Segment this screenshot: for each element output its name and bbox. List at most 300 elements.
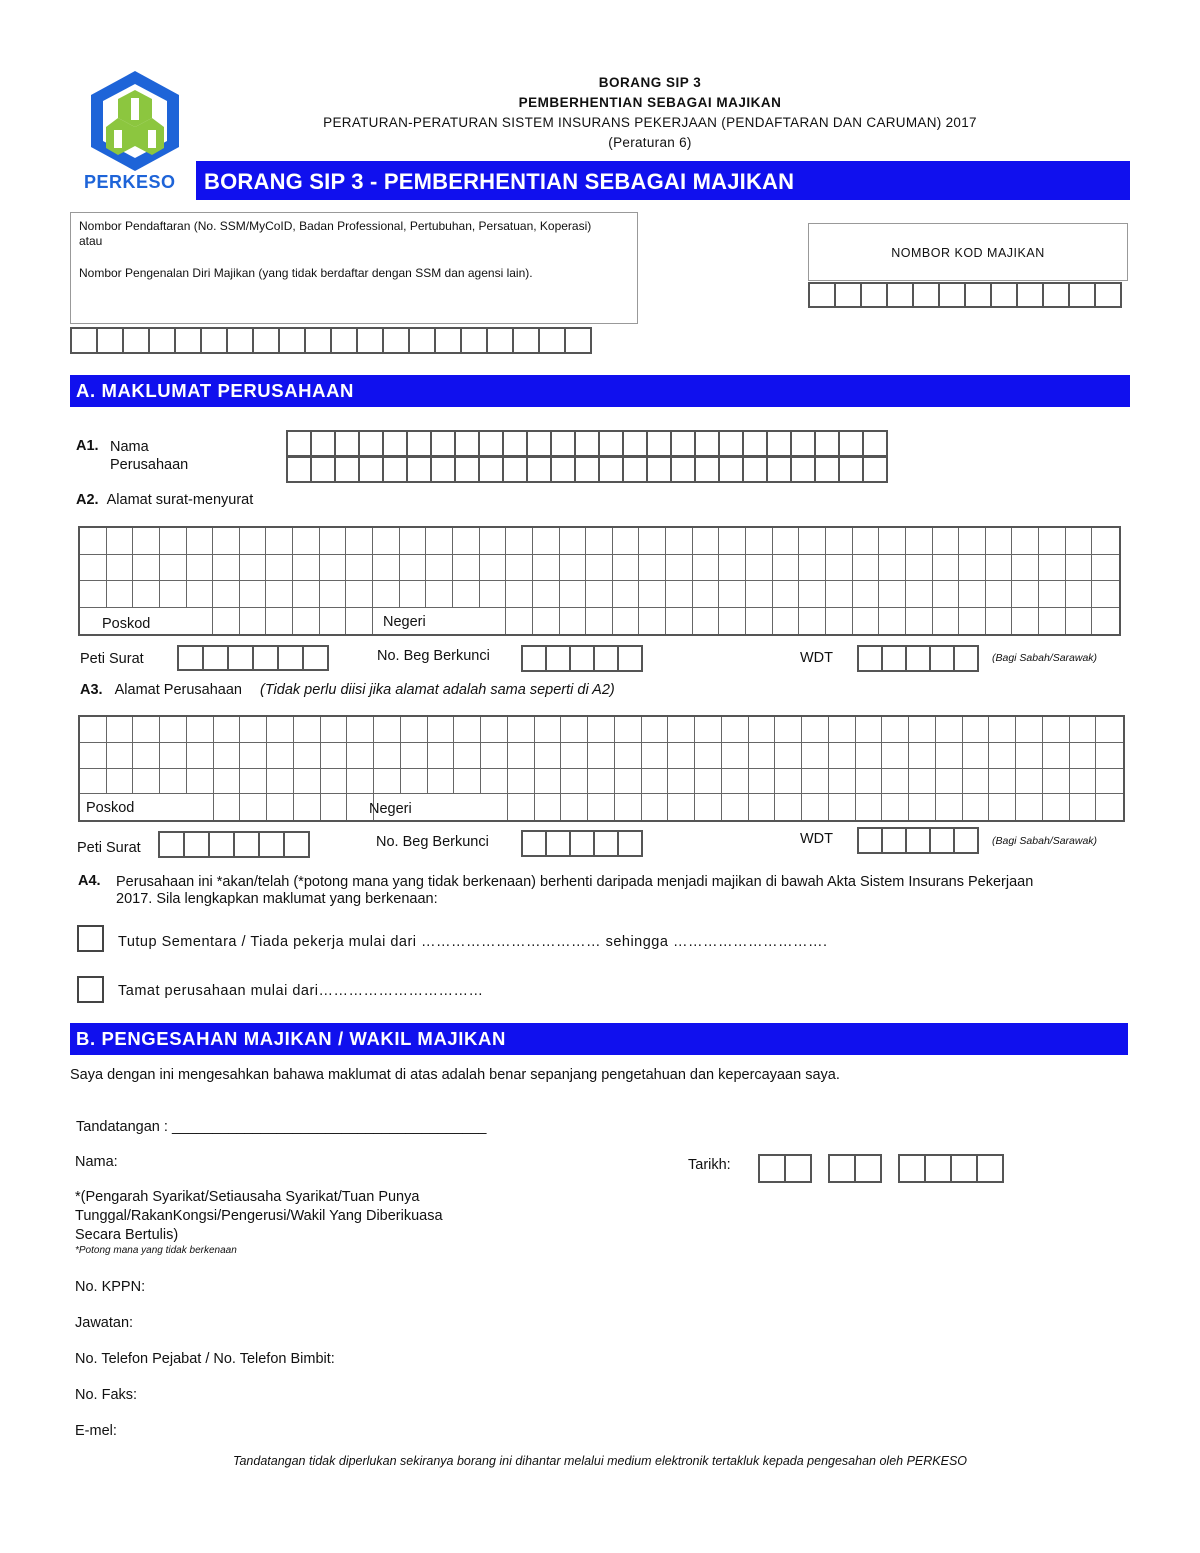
entry-box[interactable] bbox=[950, 1154, 978, 1183]
entry-box[interactable] bbox=[177, 645, 204, 671]
address-cell[interactable] bbox=[293, 581, 320, 608]
address-cell[interactable] bbox=[693, 608, 720, 635]
address-cell[interactable] bbox=[615, 769, 642, 795]
address-cell[interactable] bbox=[906, 555, 933, 582]
address-cell[interactable] bbox=[401, 717, 428, 743]
entry-box[interactable] bbox=[670, 430, 696, 457]
address-cell[interactable] bbox=[959, 555, 986, 582]
address-cell[interactable] bbox=[773, 555, 800, 582]
address-cell[interactable] bbox=[749, 794, 776, 820]
address-cell[interactable] bbox=[454, 769, 481, 795]
entry-box[interactable] bbox=[898, 1154, 926, 1183]
address-cell[interactable] bbox=[266, 608, 293, 635]
address-cell[interactable] bbox=[1039, 608, 1066, 635]
address-cell[interactable] bbox=[506, 528, 533, 555]
entry-box[interactable] bbox=[550, 456, 576, 483]
address-cell[interactable] bbox=[1096, 769, 1123, 795]
address-cell[interactable] bbox=[722, 794, 749, 820]
a3-no-beg-boxes[interactable] bbox=[521, 830, 641, 857]
entry-box[interactable] bbox=[310, 456, 336, 483]
entry-box[interactable] bbox=[694, 430, 720, 457]
address-cell[interactable] bbox=[321, 794, 348, 820]
entry-box[interactable] bbox=[252, 645, 279, 671]
address-cell[interactable] bbox=[1096, 794, 1123, 820]
address-cell[interactable] bbox=[802, 794, 829, 820]
entry-box[interactable] bbox=[857, 827, 883, 854]
entry-box[interactable] bbox=[1042, 282, 1070, 308]
address-cell[interactable] bbox=[401, 743, 428, 769]
entry-box[interactable] bbox=[550, 430, 576, 457]
address-cell[interactable] bbox=[321, 769, 348, 795]
address-cell[interactable] bbox=[187, 743, 214, 769]
address-cell[interactable] bbox=[535, 794, 562, 820]
entry-box[interactable] bbox=[953, 827, 979, 854]
address-cell[interactable] bbox=[560, 528, 587, 555]
entry-box[interactable] bbox=[990, 282, 1018, 308]
address-cell[interactable] bbox=[722, 769, 749, 795]
temporary-closure-checkbox[interactable] bbox=[77, 925, 104, 952]
address-cell[interactable] bbox=[613, 555, 640, 582]
entry-box[interactable] bbox=[233, 831, 260, 858]
address-cell[interactable] bbox=[666, 581, 693, 608]
address-cell[interactable] bbox=[1066, 581, 1093, 608]
address-cell[interactable] bbox=[666, 555, 693, 582]
address-cell[interactable] bbox=[1043, 769, 1070, 795]
entry-box[interactable] bbox=[454, 430, 480, 457]
a3-peti-surat-boxes[interactable] bbox=[158, 831, 308, 858]
a2-no-beg-boxes[interactable] bbox=[521, 645, 641, 672]
address-cell[interactable] bbox=[613, 608, 640, 635]
address-cell[interactable] bbox=[80, 528, 107, 555]
address-cell[interactable] bbox=[373, 555, 400, 582]
address-cell[interactable] bbox=[642, 717, 669, 743]
address-cell[interactable] bbox=[963, 769, 990, 795]
entry-box[interactable] bbox=[302, 645, 329, 671]
address-cell[interactable] bbox=[187, 528, 214, 555]
address-cell[interactable] bbox=[1092, 608, 1119, 635]
address-cell[interactable] bbox=[882, 743, 909, 769]
address-cell[interactable] bbox=[480, 581, 507, 608]
address-cell[interactable] bbox=[80, 743, 107, 769]
entry-box[interactable] bbox=[964, 282, 992, 308]
address-cell[interactable] bbox=[266, 581, 293, 608]
entry-box[interactable] bbox=[790, 430, 816, 457]
address-cell[interactable] bbox=[695, 794, 722, 820]
address-cell[interactable] bbox=[213, 555, 240, 582]
address-cell[interactable] bbox=[1092, 581, 1119, 608]
address-cell[interactable] bbox=[107, 581, 134, 608]
address-cell[interactable] bbox=[107, 717, 134, 743]
address-cell[interactable] bbox=[879, 581, 906, 608]
address-cell[interactable] bbox=[346, 555, 373, 582]
address-cell[interactable] bbox=[668, 717, 695, 743]
address-cell[interactable] bbox=[856, 717, 883, 743]
address-cell[interactable] bbox=[773, 581, 800, 608]
address-cell[interactable] bbox=[453, 528, 480, 555]
address-cell[interactable] bbox=[856, 769, 883, 795]
address-cell[interactable] bbox=[506, 555, 533, 582]
address-cell[interactable] bbox=[240, 769, 267, 795]
entry-box[interactable] bbox=[430, 456, 456, 483]
address-cell[interactable] bbox=[320, 581, 347, 608]
address-cell[interactable] bbox=[615, 794, 642, 820]
address-cell[interactable] bbox=[1066, 555, 1093, 582]
entry-box[interactable] bbox=[828, 1154, 856, 1183]
address-cell[interactable] bbox=[1039, 528, 1066, 555]
entry-box[interactable] bbox=[512, 327, 540, 354]
address-cell[interactable] bbox=[668, 794, 695, 820]
address-cell[interactable] bbox=[588, 743, 615, 769]
address-cell[interactable] bbox=[400, 581, 427, 608]
entry-box[interactable] bbox=[502, 456, 528, 483]
entry-box[interactable] bbox=[502, 430, 528, 457]
address-cell[interactable] bbox=[133, 581, 160, 608]
address-cell[interactable] bbox=[428, 743, 455, 769]
address-cell[interactable] bbox=[535, 743, 562, 769]
address-cell[interactable] bbox=[428, 769, 455, 795]
address-cell[interactable] bbox=[986, 528, 1013, 555]
address-cell[interactable] bbox=[80, 555, 107, 582]
address-cell[interactable] bbox=[214, 743, 241, 769]
address-cell[interactable] bbox=[719, 581, 746, 608]
entry-box[interactable] bbox=[574, 456, 600, 483]
address-cell[interactable] bbox=[746, 555, 773, 582]
address-cell[interactable] bbox=[1066, 608, 1093, 635]
address-cell[interactable] bbox=[668, 769, 695, 795]
entry-box[interactable] bbox=[886, 282, 914, 308]
address-cell[interactable] bbox=[347, 743, 374, 769]
registration-number-boxes[interactable] bbox=[70, 327, 590, 354]
entry-box[interactable] bbox=[356, 327, 384, 354]
entry-box[interactable] bbox=[838, 456, 864, 483]
entry-box[interactable] bbox=[694, 456, 720, 483]
address-cell[interactable] bbox=[615, 717, 642, 743]
address-cell[interactable] bbox=[481, 769, 508, 795]
entry-box[interactable] bbox=[670, 456, 696, 483]
address-cell[interactable] bbox=[533, 581, 560, 608]
entry-box[interactable] bbox=[784, 1154, 812, 1183]
entry-box[interactable] bbox=[593, 830, 619, 857]
address-cell[interactable] bbox=[989, 769, 1016, 795]
entry-box[interactable] bbox=[545, 830, 571, 857]
address-cell[interactable] bbox=[1012, 581, 1039, 608]
address-cell[interactable] bbox=[1016, 794, 1043, 820]
address-cell[interactable] bbox=[826, 581, 853, 608]
address-cell[interactable] bbox=[1092, 528, 1119, 555]
address-cell[interactable] bbox=[187, 555, 214, 582]
address-cell[interactable] bbox=[693, 555, 720, 582]
address-cell[interactable] bbox=[642, 743, 669, 769]
entry-box[interactable] bbox=[174, 327, 202, 354]
entry-box[interactable] bbox=[881, 645, 907, 672]
address-cell[interactable] bbox=[133, 528, 160, 555]
address-cell[interactable] bbox=[775, 794, 802, 820]
address-cell[interactable] bbox=[695, 743, 722, 769]
address-cell[interactable] bbox=[853, 581, 880, 608]
entry-box[interactable] bbox=[593, 645, 619, 672]
entry-box[interactable] bbox=[478, 430, 504, 457]
entry-box[interactable] bbox=[148, 327, 176, 354]
address-cell[interactable] bbox=[588, 794, 615, 820]
address-cell[interactable] bbox=[214, 794, 241, 820]
address-cell[interactable] bbox=[639, 608, 666, 635]
address-cell[interactable] bbox=[533, 608, 560, 635]
address-cell[interactable] bbox=[560, 555, 587, 582]
address-cell[interactable] bbox=[588, 769, 615, 795]
address-cell[interactable] bbox=[775, 743, 802, 769]
entry-box[interactable] bbox=[742, 430, 768, 457]
address-cell[interactable] bbox=[989, 743, 1016, 769]
a2-wdt-boxes[interactable] bbox=[857, 645, 977, 672]
address-cell[interactable] bbox=[829, 743, 856, 769]
address-cell[interactable] bbox=[986, 555, 1013, 582]
address-cell[interactable] bbox=[481, 717, 508, 743]
address-cell[interactable] bbox=[936, 743, 963, 769]
address-cell[interactable] bbox=[1070, 769, 1097, 795]
address-cell[interactable] bbox=[373, 528, 400, 555]
entry-box[interactable] bbox=[334, 430, 360, 457]
a3-wdt-boxes[interactable] bbox=[857, 827, 977, 854]
entry-box[interactable] bbox=[478, 456, 504, 483]
address-cell[interactable] bbox=[613, 581, 640, 608]
address-cell[interactable] bbox=[906, 581, 933, 608]
company-name-boxes-row2[interactable] bbox=[286, 456, 886, 483]
address-cell[interactable] bbox=[320, 555, 347, 582]
address-cell[interactable] bbox=[586, 528, 613, 555]
entry-box[interactable] bbox=[929, 827, 955, 854]
address-cell[interactable] bbox=[240, 743, 267, 769]
address-cell[interactable] bbox=[294, 769, 321, 795]
entry-box[interactable] bbox=[122, 327, 150, 354]
address-cell[interactable] bbox=[936, 769, 963, 795]
address-cell[interactable] bbox=[426, 581, 453, 608]
entry-box[interactable] bbox=[226, 327, 254, 354]
address-cell[interactable] bbox=[615, 743, 642, 769]
address-cell[interactable] bbox=[719, 555, 746, 582]
entry-box[interactable] bbox=[486, 327, 514, 354]
address-cell[interactable] bbox=[773, 608, 800, 635]
address-cell[interactable] bbox=[909, 769, 936, 795]
entry-box[interactable] bbox=[304, 327, 332, 354]
address-cell[interactable] bbox=[799, 555, 826, 582]
address-cell[interactable] bbox=[400, 528, 427, 555]
entry-box[interactable] bbox=[617, 645, 643, 672]
entry-box[interactable] bbox=[286, 430, 312, 457]
address-cell[interactable] bbox=[535, 717, 562, 743]
address-cell[interactable] bbox=[133, 717, 160, 743]
address-cell[interactable] bbox=[320, 608, 347, 635]
address-cell[interactable] bbox=[454, 717, 481, 743]
address-cell[interactable] bbox=[1043, 717, 1070, 743]
address-cell[interactable] bbox=[346, 608, 373, 635]
address-cell[interactable] bbox=[959, 581, 986, 608]
entry-box[interactable] bbox=[854, 1154, 882, 1183]
company-name-boxes-row1[interactable] bbox=[286, 430, 886, 457]
address-cell[interactable] bbox=[936, 717, 963, 743]
address-cell[interactable] bbox=[879, 608, 906, 635]
address-cell[interactable] bbox=[213, 581, 240, 608]
address-cell[interactable] bbox=[826, 555, 853, 582]
address-cell[interactable] bbox=[561, 794, 588, 820]
address-cell[interactable] bbox=[933, 555, 960, 582]
address-cell[interactable] bbox=[802, 743, 829, 769]
entry-box[interactable] bbox=[521, 645, 547, 672]
entry-box[interactable] bbox=[569, 645, 595, 672]
address-cell[interactable] bbox=[133, 555, 160, 582]
address-cell[interactable] bbox=[240, 717, 267, 743]
entry-box[interactable] bbox=[358, 430, 384, 457]
address-cell[interactable] bbox=[373, 581, 400, 608]
address-cell[interactable] bbox=[266, 555, 293, 582]
address-cell[interactable] bbox=[187, 769, 214, 795]
entry-box[interactable] bbox=[406, 430, 432, 457]
address-cell[interactable] bbox=[853, 555, 880, 582]
address-cell[interactable] bbox=[749, 769, 776, 795]
address-cell[interactable] bbox=[879, 555, 906, 582]
entry-box[interactable] bbox=[521, 830, 547, 857]
address-cell[interactable] bbox=[294, 794, 321, 820]
entry-box[interactable] bbox=[598, 456, 624, 483]
address-cell[interactable] bbox=[508, 743, 535, 769]
entry-box[interactable] bbox=[953, 645, 979, 672]
address-cell[interactable] bbox=[773, 528, 800, 555]
address-cell[interactable] bbox=[533, 555, 560, 582]
address-cell[interactable] bbox=[963, 717, 990, 743]
entry-box[interactable] bbox=[434, 327, 462, 354]
address-cell[interactable] bbox=[1066, 528, 1093, 555]
address-cell[interactable] bbox=[909, 717, 936, 743]
address-cell[interactable] bbox=[986, 581, 1013, 608]
address-cell[interactable] bbox=[454, 743, 481, 769]
address-cell[interactable] bbox=[160, 769, 187, 795]
address-cell[interactable] bbox=[561, 717, 588, 743]
entry-box[interactable] bbox=[569, 830, 595, 857]
address-cell[interactable] bbox=[588, 717, 615, 743]
address-cell[interactable] bbox=[853, 608, 880, 635]
address-cell[interactable] bbox=[666, 528, 693, 555]
entry-box[interactable] bbox=[617, 830, 643, 857]
address-cell[interactable] bbox=[746, 608, 773, 635]
address-cell[interactable] bbox=[639, 528, 666, 555]
address-cell[interactable] bbox=[666, 608, 693, 635]
address-cell[interactable] bbox=[826, 608, 853, 635]
address-cell[interactable] bbox=[882, 794, 909, 820]
address-cell[interactable] bbox=[240, 608, 267, 635]
address-cell[interactable] bbox=[586, 581, 613, 608]
address-cell[interactable] bbox=[374, 769, 401, 795]
address-cell[interactable] bbox=[80, 769, 107, 795]
entry-box[interactable] bbox=[382, 327, 410, 354]
address-cell[interactable] bbox=[639, 555, 666, 582]
address-cell[interactable] bbox=[695, 769, 722, 795]
address-cell[interactable] bbox=[346, 581, 373, 608]
address-cell[interactable] bbox=[267, 717, 294, 743]
address-cell[interactable] bbox=[347, 769, 374, 795]
address-cell[interactable] bbox=[240, 581, 267, 608]
address-cell[interactable] bbox=[80, 717, 107, 743]
address-cell[interactable] bbox=[214, 717, 241, 743]
entry-box[interactable] bbox=[1068, 282, 1096, 308]
address-cell[interactable] bbox=[293, 555, 320, 582]
address-cell[interactable] bbox=[133, 743, 160, 769]
entry-box[interactable] bbox=[766, 456, 792, 483]
entry-box[interactable] bbox=[286, 456, 312, 483]
address-cell[interactable] bbox=[321, 717, 348, 743]
address-cell[interactable] bbox=[1012, 528, 1039, 555]
address-cell[interactable] bbox=[453, 581, 480, 608]
entry-box[interactable] bbox=[430, 430, 456, 457]
entry-box[interactable] bbox=[454, 456, 480, 483]
a2-peti-surat-boxes[interactable] bbox=[177, 645, 327, 671]
entry-box[interactable] bbox=[622, 430, 648, 457]
address-cell[interactable] bbox=[933, 608, 960, 635]
entry-box[interactable] bbox=[929, 645, 955, 672]
address-cell[interactable] bbox=[613, 528, 640, 555]
address-cell[interactable] bbox=[1043, 794, 1070, 820]
address-cell[interactable] bbox=[1092, 555, 1119, 582]
entry-box[interactable] bbox=[526, 456, 552, 483]
entry-box[interactable] bbox=[924, 1154, 952, 1183]
address-cell[interactable] bbox=[586, 555, 613, 582]
a2-address-grid[interactable] bbox=[78, 526, 1121, 636]
entry-box[interactable] bbox=[834, 282, 862, 308]
date-year-boxes[interactable] bbox=[898, 1154, 1002, 1183]
entry-box[interactable] bbox=[382, 430, 408, 457]
address-cell[interactable] bbox=[695, 717, 722, 743]
entry-box[interactable] bbox=[790, 456, 816, 483]
address-cell[interactable] bbox=[428, 717, 455, 743]
address-cell[interactable] bbox=[989, 794, 1016, 820]
address-cell[interactable] bbox=[107, 528, 134, 555]
entry-box[interactable] bbox=[862, 430, 888, 457]
entry-box[interactable] bbox=[227, 645, 254, 671]
address-cell[interactable] bbox=[401, 769, 428, 795]
address-cell[interactable] bbox=[267, 769, 294, 795]
business-ended-checkbox[interactable] bbox=[77, 976, 104, 1003]
entry-box[interactable] bbox=[406, 456, 432, 483]
address-cell[interactable] bbox=[1012, 608, 1039, 635]
entry-box[interactable] bbox=[330, 327, 358, 354]
address-cell[interactable] bbox=[989, 717, 1016, 743]
address-cell[interactable] bbox=[906, 528, 933, 555]
entry-box[interactable] bbox=[742, 456, 768, 483]
entry-box[interactable] bbox=[838, 430, 864, 457]
address-cell[interactable] bbox=[187, 581, 214, 608]
a3-address-grid[interactable] bbox=[78, 715, 1125, 822]
address-cell[interactable] bbox=[933, 528, 960, 555]
address-cell[interactable] bbox=[719, 608, 746, 635]
address-cell[interactable] bbox=[535, 769, 562, 795]
address-cell[interactable] bbox=[799, 581, 826, 608]
address-cell[interactable] bbox=[882, 717, 909, 743]
address-cell[interactable] bbox=[160, 743, 187, 769]
address-cell[interactable] bbox=[107, 769, 134, 795]
address-cell[interactable] bbox=[959, 528, 986, 555]
address-cell[interactable] bbox=[799, 528, 826, 555]
address-cell[interactable] bbox=[936, 794, 963, 820]
address-cell[interactable] bbox=[506, 581, 533, 608]
address-cell[interactable] bbox=[856, 794, 883, 820]
address-cell[interactable] bbox=[267, 794, 294, 820]
address-cell[interactable] bbox=[453, 555, 480, 582]
address-cell[interactable] bbox=[374, 717, 401, 743]
address-cell[interactable] bbox=[1039, 555, 1066, 582]
address-cell[interactable] bbox=[909, 794, 936, 820]
address-cell[interactable] bbox=[1096, 717, 1123, 743]
address-cell[interactable] bbox=[400, 555, 427, 582]
entry-box[interactable] bbox=[252, 327, 280, 354]
entry-box[interactable] bbox=[1094, 282, 1122, 308]
